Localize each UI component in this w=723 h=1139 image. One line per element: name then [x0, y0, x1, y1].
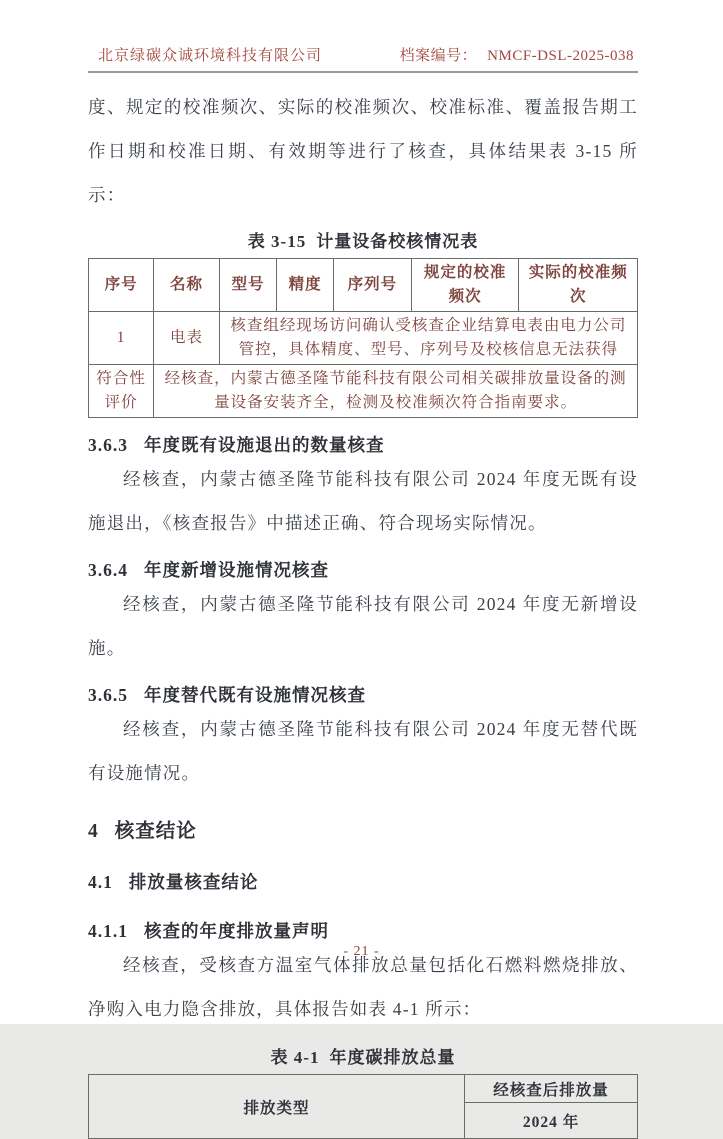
section-heading-4-1	[88, 869, 638, 894]
col-header-precision: 精度	[277, 259, 334, 312]
table-4-1	[88, 1074, 638, 1139]
cell-conformity-label: 符合性评价	[89, 365, 154, 418]
section-heading-3-6-4	[88, 557, 638, 582]
page-number: - 21 -	[343, 944, 380, 959]
table-4-1-caption-title: 年度碳排放总量	[329, 1048, 456, 1067]
col-header-serial: 序列号	[333, 259, 411, 312]
section-title: 核查结论	[114, 821, 197, 842]
table-3-15-caption-number: 表 3-15	[247, 232, 307, 251]
section-number: 3.6.4	[88, 560, 128, 580]
section-heading-3-6-5	[88, 682, 638, 707]
cell-seq: 1	[89, 312, 154, 365]
col-header-required-freq: 规定的校准频次	[411, 259, 519, 312]
section-body-3-6-5: 经核查，内蒙古德圣隆节能科技有限公司 2024 年度无替代既有设施情况。	[88, 719, 638, 783]
table-3-15-caption-title: 计量设备校核情况表	[316, 232, 479, 251]
chapter-heading-4	[88, 815, 638, 843]
section-title: 年度新增设施情况核查	[144, 560, 329, 580]
archive-number: NMCF-DSL-2025-038	[487, 48, 634, 64]
company-name: 北京绿碳众诚环境科技有限公司	[98, 48, 323, 64]
cell-year-header: 2024 年	[465, 1103, 638, 1139]
section-title: 核查的年度排放量声明	[144, 921, 329, 941]
table-row	[89, 365, 638, 418]
cell-conformity-note: 经核查，内蒙古德圣隆节能科技有限公司相关碳排放量设备的测量设备安装齐全，检测及校准频次符合指南要求。	[154, 365, 638, 418]
section-title: 排放量核查结论	[128, 872, 259, 892]
section-number: 4	[88, 821, 99, 842]
page-content	[88, 44, 638, 1139]
cell-emission-type-header: 排放类型	[89, 1075, 465, 1139]
table-row	[89, 1075, 638, 1103]
section-number: 3.6.3	[88, 435, 128, 455]
archive-number-block	[400, 44, 634, 65]
page-header	[88, 44, 638, 73]
section-heading-3-6-3	[88, 432, 638, 457]
col-header-actual-freq: 实际的校准频次	[519, 259, 638, 312]
table-row	[89, 312, 638, 365]
col-header-name: 名称	[154, 259, 219, 312]
cell-note: 核查组经现场访问确认受核查企业结算电表由电力公司管控，具体精度、型号、序列号及校核信息无法获得	[219, 312, 637, 365]
section-body-3-6-3: 经核查，内蒙古德圣隆节能科技有限公司 2024 年度无既有设施退出，《核查报告》中描述正确、符合现场实际情况。	[88, 469, 638, 533]
table-4-1-caption	[88, 1043, 638, 1068]
table-4-1-caption-number: 表 4-1	[270, 1048, 320, 1067]
section-number: 3.6.5	[88, 685, 128, 705]
table-3-15-caption	[88, 227, 638, 252]
section-body-4-1-1: 经核查，受核查方温室气体排放总量包括化石燃料燃烧排放、净购入电力隐含排放，具体报告如表 4-1 所示：	[88, 955, 638, 1019]
section-number: 4.1	[88, 872, 113, 892]
intro-paragraph: 度、规定的校准频次、实际的校准频次、校准标准、覆盖报告期工作日期和校准日期、有效期等进行了核查，具体结果表 3-15 所示：	[88, 97, 638, 205]
section-number: 4.1.1	[88, 921, 128, 941]
section-body-3-6-4: 经核查，内蒙古德圣隆节能科技有限公司 2024 年度无新增设施。	[88, 594, 638, 658]
archive-label: 档案编号：	[399, 48, 478, 64]
cell-verified-emissions-header: 经核查后排放量	[465, 1075, 638, 1103]
col-header-model: 型号	[219, 259, 277, 312]
section-title: 年度替代既有设施情况核查	[144, 685, 366, 705]
table-3-15-header-row	[89, 259, 638, 312]
col-header-seq: 序号	[89, 259, 154, 312]
cell-name: 电表	[154, 312, 219, 365]
section-title: 年度既有设施退出的数量核查	[144, 435, 385, 455]
section-heading-4-1-1	[88, 918, 638, 943]
table-3-15	[88, 258, 638, 418]
